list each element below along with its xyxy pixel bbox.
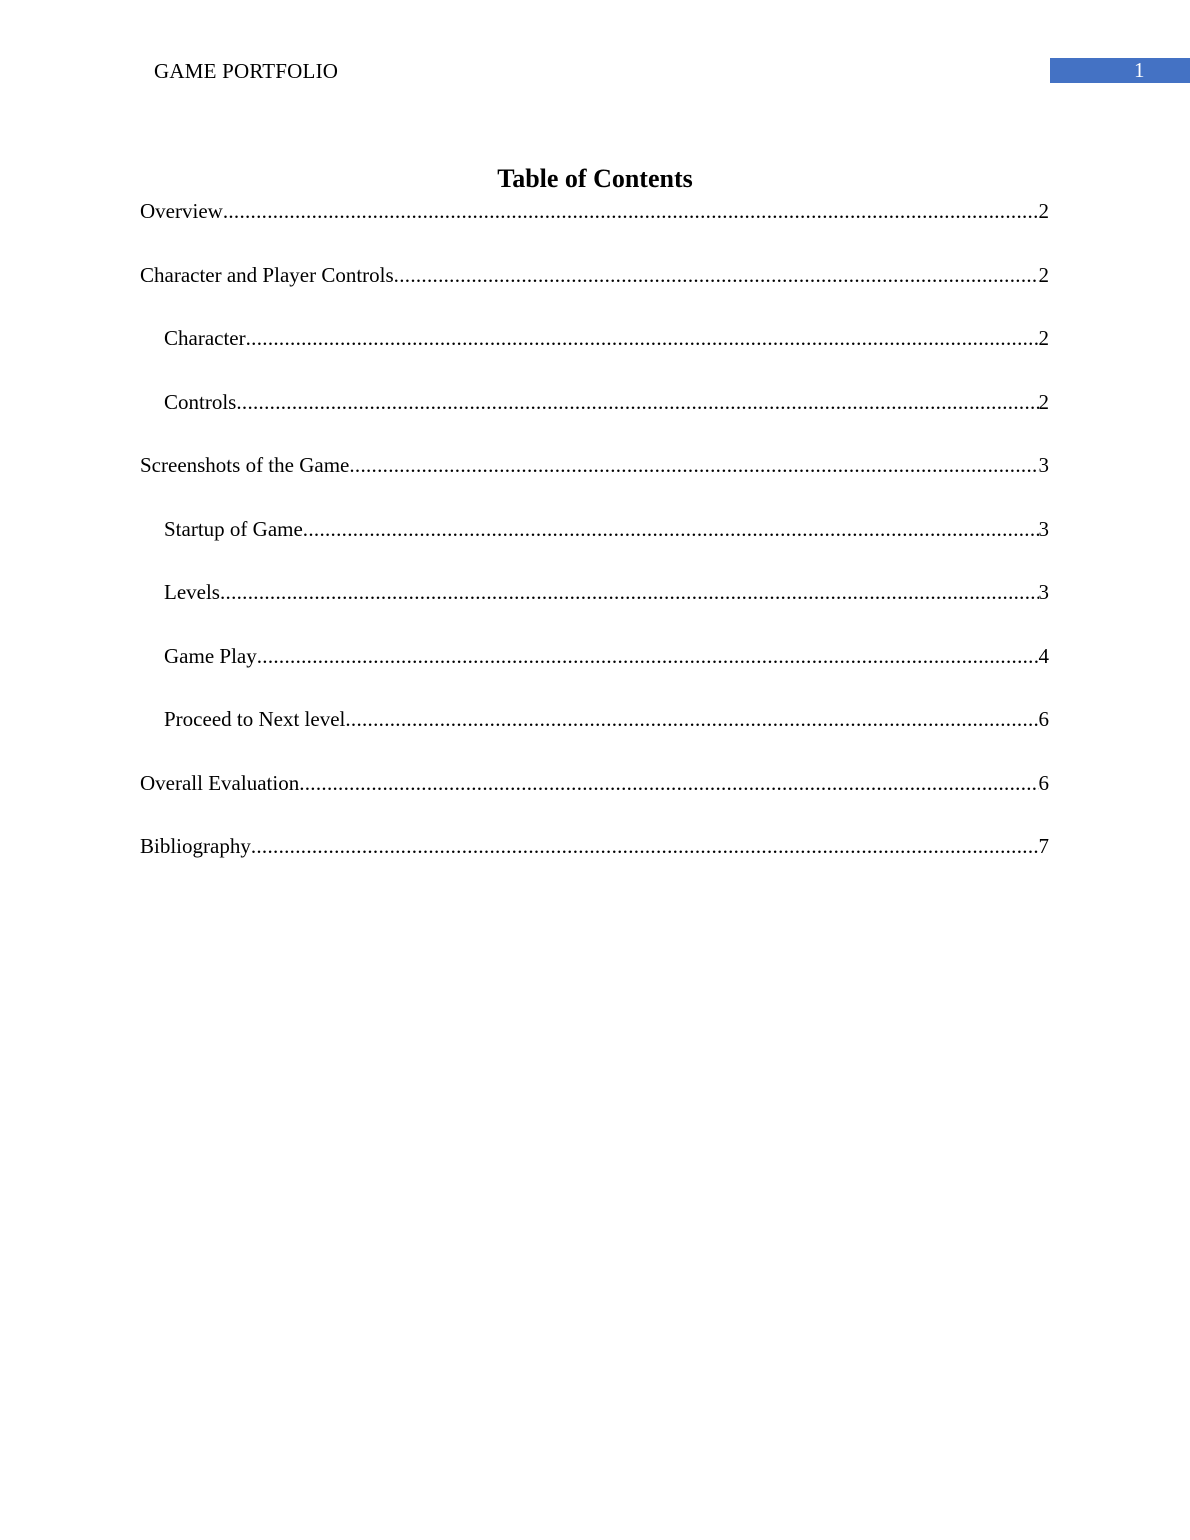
toc-entry-label: Screenshots of the Game (140, 453, 350, 477)
toc-entry-label: Game Play (164, 643, 257, 668)
toc-entry-label: Controls (164, 389, 237, 414)
toc-entry-page: 3 (1038, 580, 1049, 604)
toc-entry-overview[interactable] (140, 195, 1049, 259)
toc-entry-character-and-player-controls[interactable] (140, 259, 1049, 323)
toc-entry-page: 6 (1038, 707, 1049, 731)
toc-entry-character[interactable] (140, 322, 1049, 386)
toc-entry-page: 3 (1038, 516, 1049, 541)
toc-dot-leader (345, 703, 1038, 735)
toc-dot-leader (251, 830, 1039, 862)
toc-heading: Table of Contents (497, 164, 693, 193)
toc-entry-label: Character and Player Controls (140, 262, 394, 287)
toc-entry-overall-evaluation[interactable] (140, 767, 1049, 831)
toc-entry-page: 2 (1038, 199, 1049, 223)
page-number-box (1050, 58, 1190, 83)
running-header-title: GAME PORTFOLIO (154, 59, 339, 83)
toc-dot-leader (220, 576, 1039, 608)
toc-entry-page: 2 (1038, 326, 1049, 350)
toc-entry-startup-of-game[interactable] (140, 513, 1049, 577)
toc-entry-page: 2 (1038, 389, 1049, 414)
toc-dot-leader (246, 322, 1039, 354)
toc-entry-bibliography[interactable] (140, 830, 1049, 894)
toc-entry-page: 6 (1038, 770, 1049, 795)
toc-entry-game-play[interactable] (140, 640, 1049, 704)
toc-entry-label: Startup of Game (164, 516, 303, 541)
toc-dot-leader (223, 195, 1039, 227)
toc-dot-leader (394, 259, 1039, 291)
toc-entry-label: Levels (164, 580, 220, 604)
toc-entry-levels[interactable] (140, 576, 1049, 640)
toc-dot-leader (303, 513, 1039, 545)
toc-dot-leader (257, 640, 1039, 672)
toc-entry-screenshots-of-the-game[interactable] (140, 449, 1049, 513)
toc-entry-page: 4 (1038, 643, 1049, 668)
page-number: 1 (1134, 58, 1145, 82)
toc-dot-leader (299, 767, 1038, 799)
toc-entry-controls[interactable] (140, 386, 1049, 450)
toc-entry-label: Bibliography (140, 834, 251, 858)
toc-entry-label: Character (164, 326, 246, 350)
toc-entry-page: 2 (1038, 262, 1049, 287)
toc-entry-label: Overall Evaluation (140, 770, 300, 795)
toc-entry-label: Overview (140, 199, 223, 223)
toc-entry-label: Proceed to Next level (164, 707, 346, 731)
toc-dot-leader (236, 386, 1038, 418)
toc-entry-proceed-to-next-level[interactable] (140, 703, 1049, 767)
toc-entry-page: 3 (1038, 453, 1049, 477)
toc-dot-leader (349, 449, 1038, 481)
toc-list (140, 195, 1049, 894)
toc-entry-page: 7 (1038, 834, 1049, 858)
